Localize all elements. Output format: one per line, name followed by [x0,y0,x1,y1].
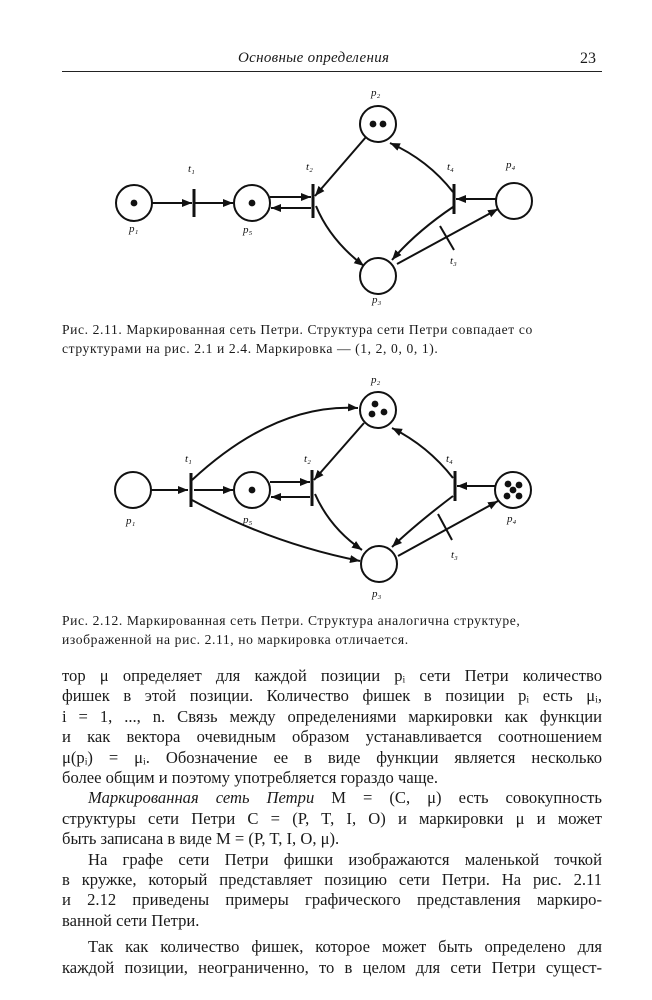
text-fragment: M = (C, μ) есть совокупность [314,788,602,808]
text-line: и 2.12 приведены примеры графического представления маркиро- [62,890,602,910]
header-rule [62,71,602,72]
arc-t4-p2 [390,143,453,192]
label-p3: p₃ [372,588,382,600]
transition-t3 [440,226,454,250]
token-dot [381,409,388,416]
place-p1 [115,472,151,508]
text-line: структуры сети Петри C = (P, T, I, O) и маркировки μ и может [62,808,602,828]
caption-line: структурами на рис. 2.1 и 2.4. Маркировка — (1, 2, 0, 0, 1). [62,341,439,356]
text-line: в кружке, который представляет позицию сети Петри. На рис. 2.11 [62,870,602,890]
token-dot [504,493,511,500]
token-dot [372,401,379,408]
running-title: Основные определения [238,50,390,66]
caption-line: Рис. 2.12. Маркированная сеть Петри. Структура аналогична структуре, [62,613,521,628]
token-dot [380,121,387,128]
token-dot [516,482,523,489]
place-p3 [361,546,397,582]
running-header [62,50,602,72]
text-line: фишек в этой позиции. Количество фишек в позиции pᵢ есть μᵢ, [62,686,602,706]
place-p4 [496,183,532,219]
caption-fig-2-12 [62,611,602,649]
arc-t1-p3 [192,500,360,561]
term-marked-petri-net: Маркированная сеть Петри [88,788,315,808]
label-p2: p₂ [371,374,381,386]
text-line: и как вектора очевидным образом устанавливается соотношением [62,727,602,747]
label-p5: p₅ [243,224,253,236]
arc-t4-p2 [392,428,453,478]
text-line: i = 1, ..., n. Связь между определениями маркировки как функции [62,706,602,726]
label-t2: t₂ [306,161,313,173]
token-dot [131,200,138,207]
page-number: 23 [580,50,596,67]
label-t1: t₁ [188,163,195,175]
place-p2 [360,392,396,428]
token-dot [249,487,256,494]
text-line: μ(pᵢ) = μᵢ. Обозначение ее в виде функции является несколько [62,747,602,767]
text-line: каждой позиции, неограниченно, то в целом для сети Петри сущест- [62,957,602,977]
token-dot [369,411,376,418]
arc-p3-p4 [397,209,498,264]
token-dot [505,481,512,488]
text-line: более общим и поэтому употребляется гораздо чаще. [62,768,438,788]
label-p4: p₄ [506,159,516,171]
label-p3: p₃ [372,294,382,306]
token-dot [510,487,517,494]
label-p5: p₅ [243,514,253,526]
arc-p2-t2 [315,137,366,196]
place-p2 [360,106,396,142]
label-t1: t₁ [185,453,192,465]
arc-t1-p2 [192,408,358,480]
token-dot [516,493,523,500]
label-t4: t₄ [446,453,453,465]
text-line: Так как количество фишек, которое может быть определено для [88,937,602,957]
text-line: тор μ определяет для каждой позиции pᵢ сети Петри количество [62,666,602,685]
text-line: На графе сети Петри фишки изображаются маленькой точкой [88,849,602,869]
token-dot [249,200,256,207]
arc-p2-t2 [314,423,364,480]
arc-t2-p3 [316,206,364,266]
caption-line: изображенной на рис. 2.11, но маркировка отличается. [62,632,409,647]
text-line: быть записана в виде M = (P, T, I, O, μ). [62,829,340,849]
label-p4: p₄ [507,513,517,525]
text-line: ванной сети Петри. [62,910,200,930]
label-t3: t₃ [451,549,458,561]
text-line [62,788,602,808]
caption-line: Рис. 2.11. Маркированная сеть Петри. Структура сети Петри совпадает со [62,322,533,337]
label-t2: t₂ [304,453,311,465]
caption-fig-2-11 [62,320,602,358]
figure-2-12 [0,368,652,608]
label-t4: t₄ [447,161,454,173]
arc-t4-p3 [392,496,453,547]
place-p3 [360,258,396,294]
figure-2-11 [0,80,652,310]
arc-t2-p3 [315,494,362,550]
label-p2: p₂ [371,87,381,99]
label-t3: t₃ [450,255,457,267]
label-p1: p₁ [126,515,136,527]
token-dot [370,121,377,128]
body-text [62,666,602,978]
label-p1: p₁ [129,223,139,235]
